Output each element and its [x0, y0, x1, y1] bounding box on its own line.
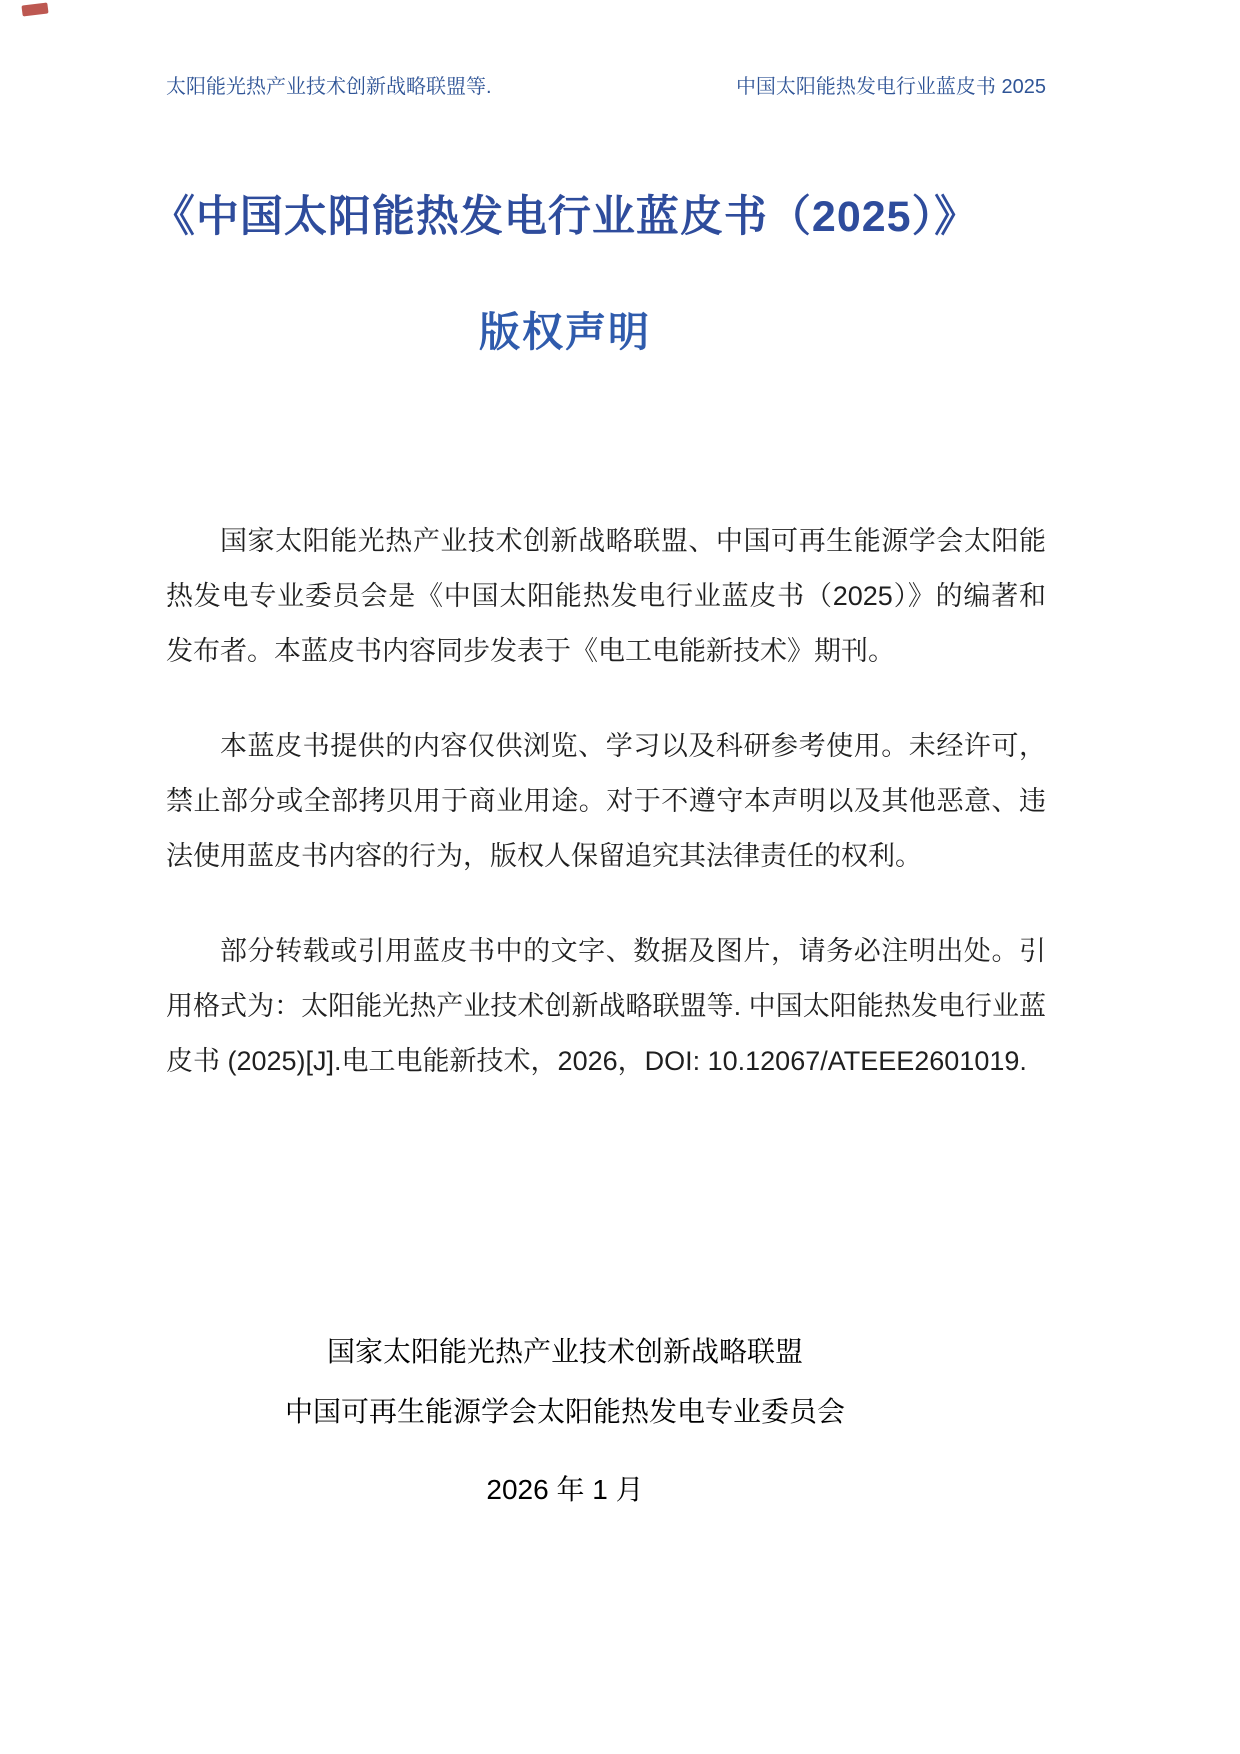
publication-date: 2026 年 1 月	[486, 1474, 644, 1505]
document-title: 《中国太阳能热发电行业蓝皮书（2025）》	[151, 193, 979, 241]
page-header	[166, 74, 1046, 100]
signature-org-committee: 中国可再生能源学会太阳能热发电专业委员会	[284, 1396, 845, 1427]
header-left-text: 太阳能光热产业技术创新战略联盟等.	[166, 76, 492, 98]
paragraph-usage-restriction: 本蓝皮书提供的内容仅供浏览、学习以及科研参考使用。未经许可，禁止部分或全部拷贝用于商业用途。对于不遵守本声明以及其他恶意、违法使用蓝皮书内容的行为，版权人保留追究其法律责任的权利。	[166, 731, 1046, 871]
signature-org-alliance: 国家太阳能光热产业技术创新战略联盟	[326, 1336, 803, 1367]
header-right-text: 中国太阳能热发电行业蓝皮书 2025	[735, 76, 1046, 98]
corner-artifact-mark	[21, 2, 48, 16]
paragraph-publisher: 国家太阳能光热产业技术创新战略联盟、中国可再生能源学会太阳能热发电专业委员会是《中国太阳能热发电行业蓝皮书（2025）》的编著和发布者。本蓝皮书内容同步发表于《电工电能新技术》期刊。	[166, 526, 1046, 666]
signature-block	[150, 1322, 980, 1442]
paragraph-citation-format: 部分转载或引用蓝皮书中的文字、数据及图片，请务必注明出处。引用格式为：太阳能光热产业技术创新战略联盟等. 中国太阳能热发电行业蓝皮书 (2025)[J].电工电能新技术，2026，DOI: 10.12067/ATEEE2601019.	[166, 936, 1046, 1076]
copyright-statement-heading: 版权声明	[479, 309, 651, 355]
copyright-body	[166, 514, 1046, 1129]
